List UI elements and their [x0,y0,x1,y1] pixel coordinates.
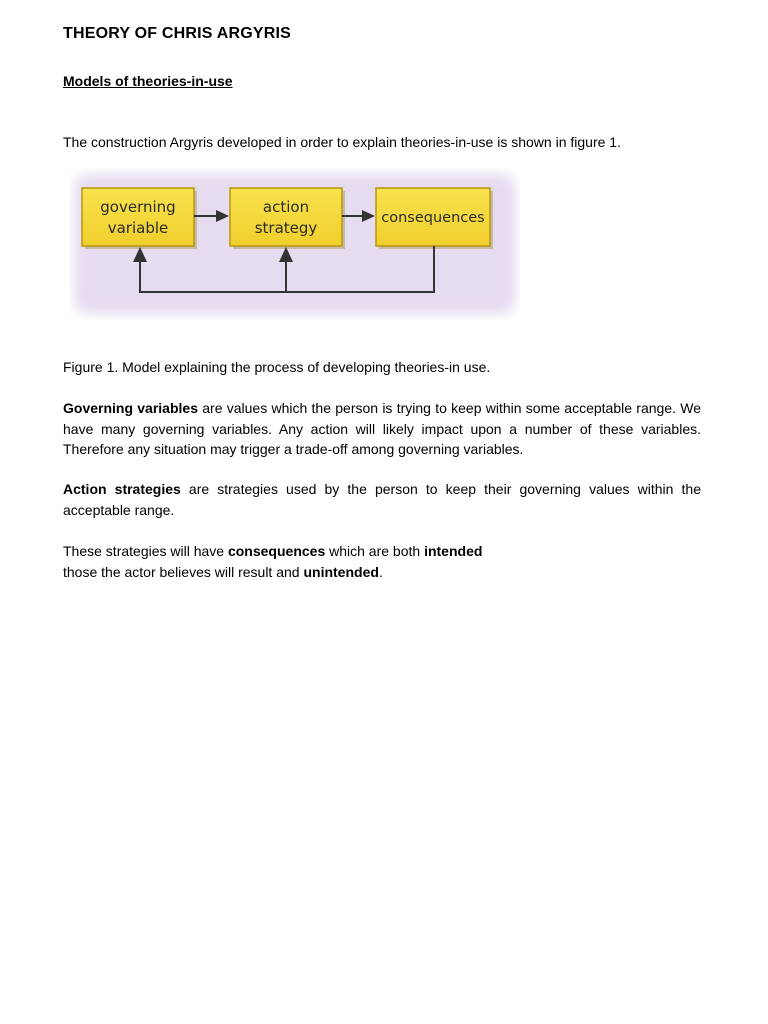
consequences-suffix: . [378,563,383,580]
theories-in-use-diagram [70,168,520,320]
governing-variables-paragraph [63,398,701,460]
action-strategy-box [230,188,342,246]
figure-1-diagram [70,168,520,320]
action-strategies-term: Action strategies [63,481,181,497]
action-label-line2: strategy [254,219,318,237]
consequences-line2: those the actor believes will result and [63,563,304,580]
consequences-label: consequences [381,210,485,226]
action-label-line1: action [262,198,310,216]
figure-caption: Figure 1. Model explaining the process of developing theories-in use. [63,359,491,375]
consequences-term: consequences [227,543,326,559]
intro-paragraph: The construction Argyris developed in order to explain theories-in-use is shown in figure 1. [63,134,621,150]
governing-variables-text: are values which the person is trying to keep within some acceptable range. We have many governing variables. Any action will likely impact upon a number of these variables. Therefore any situation may trigger a trade-off among governing variables. [63,400,701,458]
section-heading: Models of theories-in-use [63,73,233,89]
governing-variable-box [82,188,194,246]
governing-label-line2: variable [107,219,169,237]
action-strategies-paragraph [63,479,701,520]
governing-label-line1: governing [100,198,176,216]
consequences-paragraph [63,541,701,582]
action-strategies-text: are strategies used by the person to keep their governing values within the acceptable range. [63,481,702,518]
governing-variables-term: Governing variables [63,400,198,416]
document-title: THEORY OF CHRIS ARGYRIS [63,25,292,42]
consequences-middle: which are both [325,543,425,559]
consequences-prefix: These strategies will have [63,543,228,559]
intended-term: intended [424,543,483,559]
unintended-term: unintended [303,563,379,580]
